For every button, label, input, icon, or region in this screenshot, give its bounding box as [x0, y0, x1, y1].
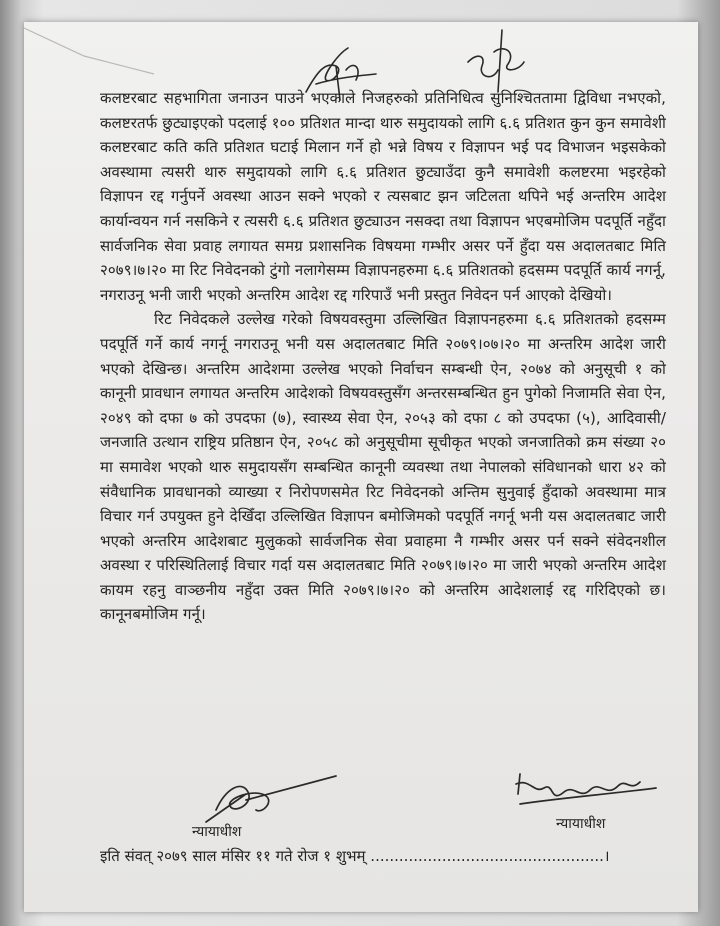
paragraph-1: कलष्टरबाट सहभागिता जनाउन पाउने भएकाले निजहरुको प्रतिनिधित्व सुनिश्चिततामा द्विविधा नभएको, कलष्टरतर्फ छुट्याइएको पदलाई १०० प्रतिशत मान्दा थारु समुदायको लागि ६.६ प्रतिशत कुन कुन समावेशी कलष्टरबाट कति कति प्रतिशत घटाई मिलान गर्ने हो भन्ने विषय र विज्ञापन भई पद विभाजन भइसकेको अवस्थामा त्यसरी थारु समुदायको लागि ६.६ प्रतिशत छुट्याउँदा कुनै समावेशी कलष्टरमा भइरहेको विज्ञापन रद्द गर्नुपर्ने अवस्था आउन सक्ने भएको र त्यसबाट झन जटिलता थपिने भई अन्तरिम आदेश कार्यान्वयन गर्न नसकिने र त्यसरी ६.६ प्रतिशत छुट्याउन नसक्दा तथा विज्ञापन भएबमोजिम पदपूर्ति नहुँदा सार्वजनिक सेवा प्रवाह लगायत समग्र प्रशासनिक विषयमा गम्भीर असर पर्ने हुँदा यस अदालतबाट मिति २०७९।७।२० मा रिट निवेदनको टुंगो नलागेसम्म विज्ञापनहरुमा ६.६ प्रतिशतको हदसम्म पदपूर्ति कार्य नगर्नू, नगराउनू भनी जारी भएको अन्तरिम आदेश रद्द गरिपाउँ भनी प्रस्तुत निवेदन पर्न आएको देखियो।	[100, 89, 666, 304]
judge-signature-right	[510, 764, 660, 818]
judge-label-right: न्यायाधीश	[556, 816, 606, 832]
date-line: इति संवत् २०७९ साल मंसिर ११ गते रोज १ शुभम् .................................................।	[100, 847, 610, 865]
judge-label-left: न्यायाधीश	[192, 824, 242, 840]
paragraph-2: रिट निवेदकले उल्लेख गरेको विषयवस्तुमा उल्लिखित विज्ञापनहरुमा ६.६ प्रतिशतको हदसम्म पदपूर्ति गर्ने कार्य नगर्नू नगराउनू भनी यस अदालतबाट मिति २०७९।०७।२० मा अन्तरिम आदेश जारी भएको देखिन्छ। अन्तरिम आदेशमा उल्लेख भएको निर्वाचन सम्बन्धी ऐन, २०७४ को अनुसूची १ को कानूनी प्रावधान लगायत अन्तरिम आदेशको विषयवस्तुसँग अन्तरसम्बन्धित हुन पुगेको निजामति सेवा ऐन, २०४९ को दफा ७ को उपदफा (७), स्वास्थ्य सेवा ऐन, २०५३ को दफा ८ को उपदफा (५), आदिवासी/जनजाति उत्थान राष्ट्रिय प्रतिष्ठान ऐन, २०५८ को अनुसूचीमा सूचीकृत भएको जनजातिको क्रम संख्या २० मा समावेश भएको थारु समुदायसँग सम्बन्धित कानूनी व्यवस्था तथा नेपालको संविधानको धारा ४२ को संवैधानिक प्रावधानको व्याख्या र निरोपणसमेत रिट निवेदनको अन्तिम सुनुवाई हुँदाको अवस्थामा मात्र विचार गर्न उपयुक्त हुने देखिँदा उल्लिखित विज्ञापन बमोजिमको पदपूर्ति नगर्नू भनी यस अदालतबाट जारी भएको अन्तरिम आदेशबाट मुलुकको सार्वजनिक सेवा प्रवाहमा नै गम्भीर असर पर्न सक्ने संवेदनशील अवस्था र परिस्थितिलाई विचार गर्दा यस अदालतबाट मिति २०७९।७।२० मा जारी भएको अन्तरिम आदेश कायम रहनु वाञ्छनीय नहुँदा उक्त मिति २०७९।७।२० को अन्तरिम आदेशलाई रद्द गरिदिएको छ। कानूनबमोजिम गर्नू।	[100, 310, 666, 624]
judge-signature-left	[186, 770, 346, 830]
order-body-text	[100, 86, 666, 627]
